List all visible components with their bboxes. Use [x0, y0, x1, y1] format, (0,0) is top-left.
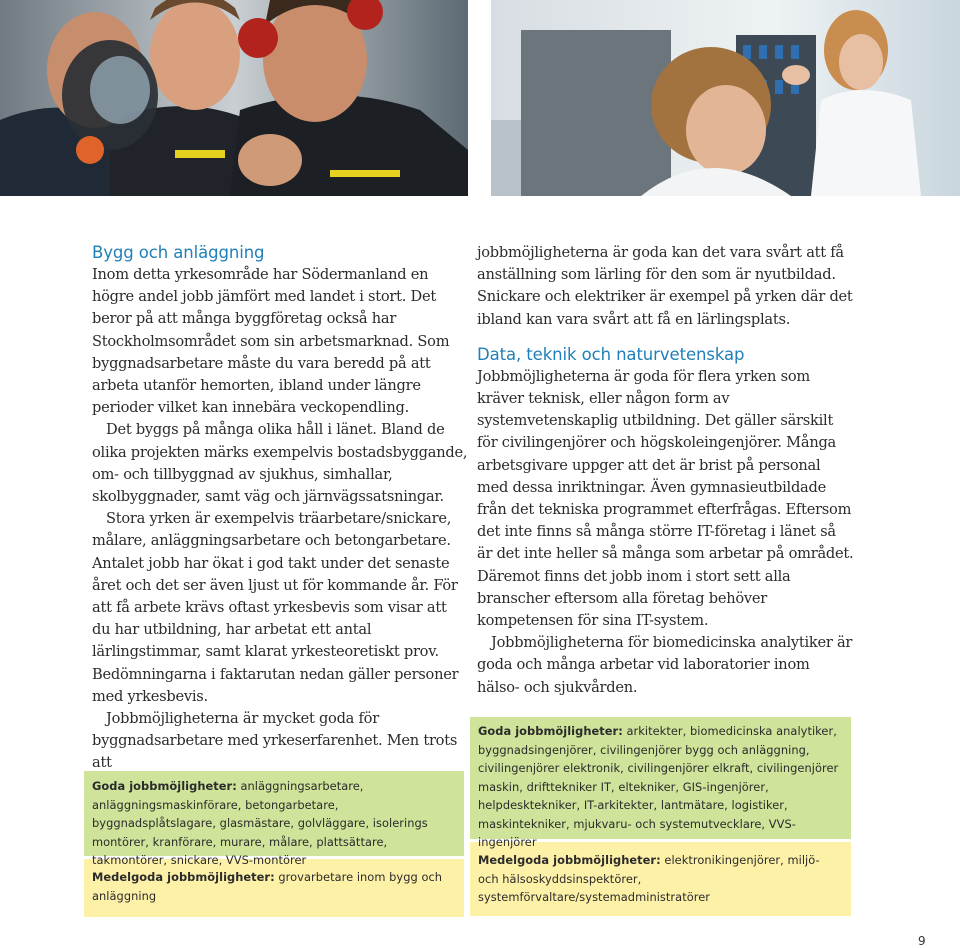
fact-box-bygg [84, 771, 464, 917]
fact-box-medium-label: Medelgoda jobbmöjligheter: [478, 853, 661, 867]
fact-box-good-text: anläggningsarbetare, anläggningsmaskinförare, betongarbetare, byggnadsplåtslagare, glasmästare, golvläggare, isolerings montörer, kranförare, murare, målare, plattsättare, takmontörer, snickare, VVS-montörer [92, 779, 428, 867]
fact-box-medium-text: elektronikingenjörer, miljö- och hälsoskyddsinspektörer, systemförvaltare/systemadministratörer [478, 853, 820, 904]
page-number: 9 [918, 934, 926, 948]
paragraph: Jobbmöjligheterna för biomedicinska analytiker är goda och många arbetar vid laboratorier inom hälso- och sjukvården. [477, 634, 853, 696]
paragraph: jobbmöjligheterna är goda kan det vara svårt att få anställning som lärling för den som är nyutbildad. Snickare och elektriker är exempel på yrken där det ibland kan vara svårt att få en lärlingsplats. [477, 244, 853, 328]
fact-box-good-label: Goda jobbmöjligheter: [92, 779, 237, 793]
fact-box-good [470, 717, 851, 849]
fact-box-medium-label: Medelgoda jobbmöjligheter: [92, 870, 275, 884]
fact-box-good-label: Goda jobbmöjligheter: [478, 724, 623, 738]
fact-box-good [84, 771, 464, 867]
right-column [477, 242, 855, 699]
fact-box-good-text: arkitekter, biomedicinska analytiker, byggnadsingenjörer, civilingenjörer bygg och anläggning, civilingenjörer elektronik, civilingenjörer elkraft, civilingenjörer maskin, drifttekniker IT, eltekniker, GIS-ingenjörer, helpdesktekniker, IT-arkitekter, lantmätare, logistiker, maskintekniker, mjukvaru- och systemutvecklare, VVS-ingenjörer [478, 724, 839, 849]
fact-box-medium [470, 839, 851, 916]
paragraph: Det byggs på många olika håll i länet. Bland de olika projekten märks exempelvis bostadsbyggande, om- och tillbyggnad av sjukhus, simhallar, skolbyggnader, samt väg och järnvägssatsningar. [92, 421, 468, 506]
paragraph: Stora yrken är exempelvis träarbetare/snickare, målare, anläggningsarbetare och betongarbetare. Antalet jobb har ökat i god takt under det senaste året och det ser även ljust ut för kommande år. För att få arbete krävs oftast yrkesbevis som visar att du har utbildning, har arbetat ett antal lärlingstimmar, samt klarat yrkesteoretiskt prov. Bedömningarna i faktarutan nedan gäller personer med yrkesbevis. [92, 510, 459, 705]
paragraph: Jobbmöjligheterna är goda för flera yrken som kräver teknisk, eller någon form av systemvetenskaplig utbildning. Det gäller särskilt för civilingenjörer och högskoleingenjörer. Många arbetsgivare uppger att det är brist på personal med dessa inriktningar. Även gymnasieutbildade från det tekniska programmet efterfrågas. Eftersom det inte finns så många större IT-företag i länet så är det inte heller så många som arbetar på området. Däremot finns det jobb inom i stort sett alla branscher eftersom alla företag behöver kompetensen för sina IT-system. [477, 367, 854, 630]
fact-box-medium-text: grovarbetare inom bygg och anläggning [92, 870, 443, 903]
paragraph: Jobbmöjligheterna är mycket goda för byggnadsarbetare med yrkeserfarenhet. Men trots att [92, 710, 458, 772]
section-heading-bygg: Bygg och anläggning [92, 243, 265, 262]
paragraph: Inom detta yrkesområde har Södermanland en högre andel jobb jämfört med landet i stort. Det beror på att många byggföretag också har Stockholmsområdet som sin arbetsmarknad. Som byggnadsarbetare måste du vara beredd på att arbeta utanför hemorten, ibland under längre perioder vilket kan innebära veckopendling. [92, 266, 450, 417]
fact-box-data [470, 717, 851, 916]
laboratory-workers-photo [491, 0, 960, 196]
construction-workers-photo [0, 0, 468, 196]
section-heading-data: Data, teknik och naturvetenskap [477, 344, 745, 364]
left-column [92, 242, 468, 775]
